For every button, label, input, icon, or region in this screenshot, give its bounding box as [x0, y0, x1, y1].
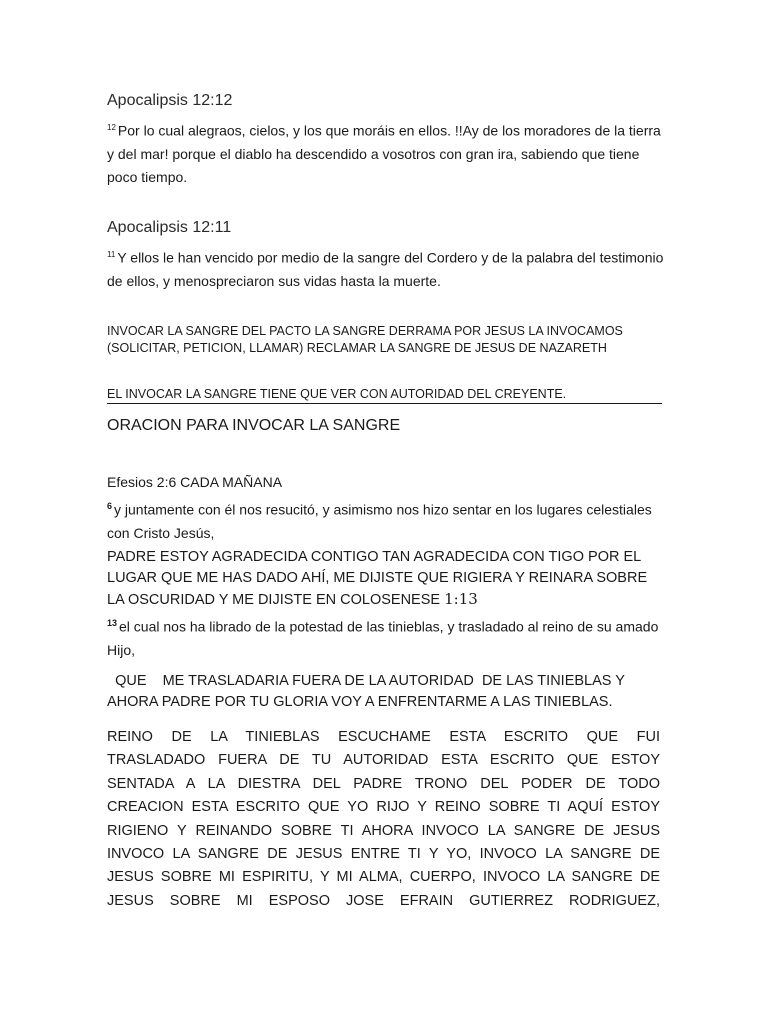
reino-line: CREACION ESTA ESCRITO QUE YO RIJO Y REINO SOBRE TI AQUÍ ESTOY: [107, 799, 660, 816]
verse-efesios-2-6: [107, 495, 667, 545]
reference-apocalipsis-12-12: Apocalipsis 12:12: [107, 92, 233, 109]
que-paragraph: QUE ME TRASLADARIA FUERA DE LA AUTORIDAD DE LAS TINIEBLAS Y AHORA PADRE POR TU GLORIA VOY A ENFRENTARME A LAS TINIEBLAS.: [107, 673, 628, 710]
verse-number: 11: [107, 250, 116, 259]
verse-colosenses-1-13: [107, 612, 667, 662]
reino-line: RIGIENO Y REINANDO SOBRE TI AHORA INVOCO LA SANGRE DE JESUS: [107, 822, 660, 839]
reino-line: TRASLADADO FUERA DE TU AUTORIDAD ESTA ESCRITO QUE ESTOY: [107, 752, 660, 769]
verse-apocalipsis-12-11: [107, 243, 667, 293]
verse-text: Y ellos le han vencido por medio de la sangre del Cordero y de la palabra del testimonio de ellos, y menospreciaron sus vidas hasta la muerte.: [107, 249, 664, 289]
verse-text: y juntamente con él nos resucitó, y asimismo nos hizo sentar en los lugares celestiales con Cristo Jesús,: [107, 501, 652, 541]
autoridad-paragraph: EL INVOCAR LA SANGRE TIENE QUE VER CON AUTORIDAD DEL CREYENTE.: [107, 387, 567, 401]
padre-paragraph: [107, 547, 663, 611]
horizontal-rule: [107, 403, 662, 404]
reino-line: JESUS SOBRE MI ESPIRITU, Y MI ALMA, CUERPO, INVOCO LA SANGRE DE: [107, 869, 660, 886]
reference-apocalipsis-12-11: Apocalipsis 12:11: [107, 219, 232, 236]
verse-number: 12: [107, 123, 116, 132]
padre-text: PADRE ESTOY AGRADECIDA CONTIGO TAN AGRADECIDA CON TIGO POR EL LUGAR QUE ME HAS DADO AHÍ, ME DIJISTE QUE RIGIERA Y REINARA SOBRE LA OSCURIDAD Y ME DIJISTE EN COLOSENESE: [107, 549, 648, 608]
invocar-paragraph: INVOCAR LA SANGRE DEL PACTO LA SANGRE DERRAMA POR JESUS LA INVOCAMOS (SOLICITAR, PETICION, LLAMAR) RECLAMAR LA SANGRE DE JESUS DE NAZARETH: [107, 324, 623, 355]
reino-line: SENTADA A LA DIESTRA DEL PADRE TRONO DEL PODER DE TODO: [107, 775, 660, 792]
verse-text: el cual nos ha librado de la potestad de las tinieblas, y trasladado al reino de su amado Hijo,: [107, 618, 659, 658]
reino-line: INVOCO LA SANGRE DE JESUS ENTRE TI Y YO, INVOCO LA SANGRE DE: [107, 846, 660, 863]
verse-text: Por lo cual alegraos, cielos, y los que moráis en ellos. !!Ay de los moradores de la tierra y del mar! porque el diablo ha descendido a vosotros con gran ira, sabiendo que tiene poco tiempo.: [107, 122, 661, 185]
reino-line: REINO DE LA TINIEBLAS ESCUCHAME ESTA ESCRITO QUE FUI: [107, 729, 660, 745]
reference-efesios-2-6: Efesios 2:6 CADA MAÑANA: [107, 474, 283, 490]
verse-number: 6: [107, 501, 113, 511]
oracion-heading: ORACION PARA INVOCAR LA SANGRE: [107, 417, 401, 434]
reino-line: JESUS SOBRE MI ESPOSO JOSE EFRAIN GUTIERREZ RODRIGUEZ,: [107, 892, 660, 909]
colosenses-reference: 1:13: [444, 590, 478, 608]
verse-number: 13: [107, 618, 118, 628]
verse-apocalipsis-12-12: [107, 116, 667, 189]
reino-paragraph: [107, 726, 660, 913]
